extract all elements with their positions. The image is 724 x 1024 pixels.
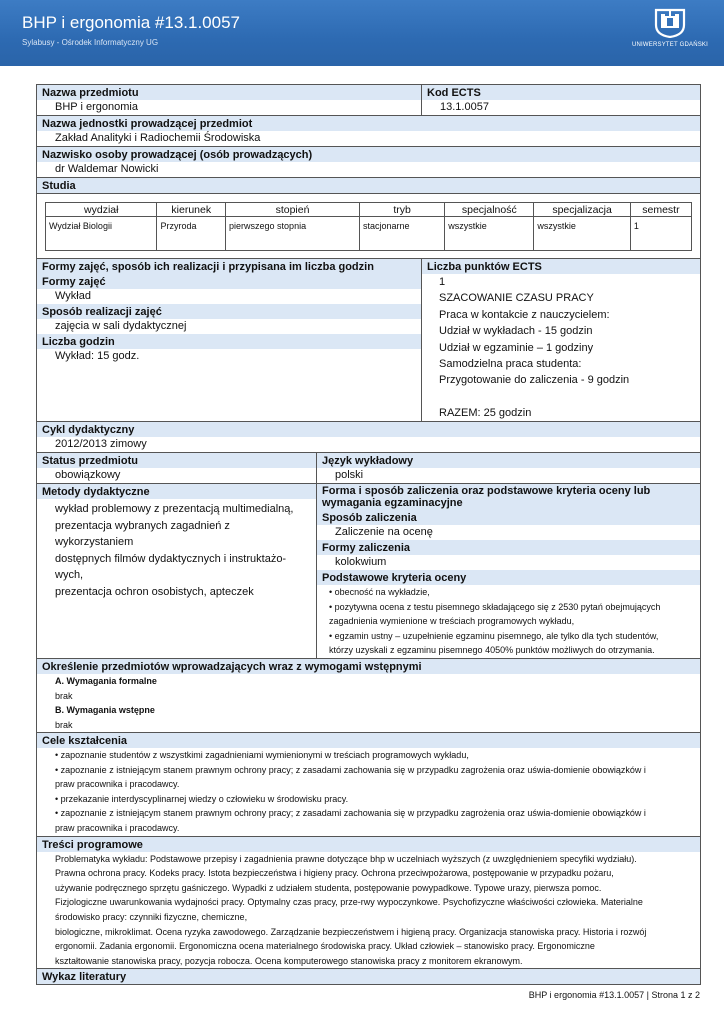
status-value: obowiązkowy — [55, 469, 121, 481]
unit-label: Nazwa jednostki prowadzącej przedmiot — [37, 116, 700, 131]
methods-line: prezentacja ochron osobistych, apteczek — [55, 585, 254, 598]
ects-code-label: Kod ECTS — [422, 85, 700, 100]
language-label: Język wykładowy — [317, 453, 700, 468]
content-line: używanie podręcznego sprzętu gaśniczego. Wypadki z udziałem studenta, postępowanie powypadkowe. Typowe urazy, pierwsza pomoc. — [55, 882, 602, 893]
assessment-forms-label: Formy zaliczenia — [317, 540, 700, 555]
criteria-line: którzy uzyskali z egzaminu pisemnego 4050% punktów możliwych do otrzymania. — [329, 645, 655, 655]
studia-table — [45, 202, 692, 251]
criteria-line: • pozytywna ocena z testu pisemnego składającego się z 2530 pytań obejmujących — [329, 601, 661, 612]
prereq-a-label: A. Wymagania formalne — [55, 676, 157, 686]
status-label: Status przedmiotu — [37, 453, 316, 468]
content-line: Prawna ochrona pracy. Kodeks pracy. Istota bezpieczeństwa i higieny pracy. Ochrona przeciwpożarowa, postępowanie w przypadku pożaru, — [55, 868, 614, 879]
methods-line: dostępnych filmów dydaktycznych i instruktażo-wych, — [55, 552, 287, 581]
content-row — [37, 837, 700, 970]
ects-code: 13.1.0057 — [440, 101, 489, 113]
methods-list — [37, 499, 316, 600]
hours-label: Liczba godzin — [37, 334, 421, 349]
methods-row — [37, 484, 700, 659]
criteria-label: Podstawowe kryteria oceny — [317, 570, 700, 585]
methods-line: prezentacja wybranych zagadnień z wykorzystaniem — [55, 519, 230, 548]
forms-value: Wykład — [55, 290, 91, 302]
content-line: kształtowanie stanowiska pracy, pozycja robocza. Ocena komputerowego stanowiska pracy z monitorem ekranowym. — [55, 955, 523, 966]
ects-line: Przygotowanie do zaliczenia - 9 godzin — [439, 374, 630, 387]
prereq-b-value: brak — [55, 719, 73, 730]
studia-cell: wszystkie — [534, 217, 630, 251]
ects-line: Praca w kontakcie z nauczycielem: — [439, 308, 610, 321]
content-label: Treści programowe — [37, 837, 700, 852]
criteria-line: zagadnienia wymienione w treściach programowych wykładu, — [329, 616, 575, 626]
goals-row — [37, 733, 700, 837]
ects-line: 1 — [439, 276, 446, 288]
prereq-a-value: brak — [55, 690, 73, 701]
forms-label: Formy zajęć — [37, 274, 421, 289]
ects-line: Samodzielna praca studenta: — [439, 358, 582, 371]
goals-label: Cele kształcenia — [37, 733, 700, 748]
content-line: środowisko pracy: czynniki fizyczne, chemiczne, — [55, 911, 248, 922]
goals-list — [37, 748, 700, 836]
assessment-label: Forma i sposób zaliczenia oraz podstawowe kryteria oceny lub wymagania egzaminacyjne — [317, 484, 700, 510]
assessment-mode-value: Zaliczenie na ocenę — [335, 526, 433, 538]
assessment-mode-label: Sposób zaliczenia — [317, 510, 700, 525]
studia-row — [37, 178, 700, 259]
forms-row — [37, 259, 700, 422]
page-subtitle: Sylabusy - Ośrodek Informatyczny UG — [22, 38, 159, 47]
methods-line: wykład problemowy z prezentacją multimedialną, — [55, 503, 294, 515]
studia-cell: pierwszego stopnia — [226, 217, 360, 251]
criteria-line: • obecność na wykładzie, — [329, 587, 430, 597]
course-name-label: Nazwa przedmiotu — [37, 85, 421, 100]
cycle-value: 2012/2013 zimowy — [55, 438, 147, 450]
prereq-row — [37, 659, 700, 733]
language-value: polski — [335, 469, 364, 481]
content-line: biologiczne, mikroklimat. Ocena ryzyka zawodowego. Zarządzanie bezpieczeństwem i higieną pracy. Organizacja stanowiska pracy. Historia i rozwój — [55, 926, 647, 937]
forms-section-label: Formy zajęć, sposób ich realizacji i przypisana im liczba godzin — [37, 259, 421, 274]
studia-cell: stacjonarne — [359, 217, 444, 251]
teacher-label: Nazwisko osoby prowadzącej (osób prowadzących) — [37, 147, 700, 162]
studia-header: wydział — [46, 203, 157, 217]
studia-header: stopień — [226, 203, 360, 217]
studia-cell: 1 — [630, 217, 691, 251]
goals-line: • przekazanie interdyscyplinarnej wiedzy o człowieku w środowisku pracy. — [55, 793, 349, 804]
goals-line: praw pracownika i pracodawcy. — [55, 822, 180, 833]
literature-label: Wykaz literatury — [37, 969, 700, 984]
criteria-line: • egzamin ustny – uzupełnienie egzaminu pisemnego, ale tylko dla tych studentów, — [329, 630, 659, 641]
prereq-b-label: B. Wymagania wstępne — [55, 705, 155, 715]
studia-cell: wszystkie — [445, 217, 534, 251]
goals-line: • zapoznanie z istniejącym stanem prawnym ochrony pracy; z zasadami zachowania się w przypadku zagrożenia oraz uświa-domienie obowiązków i — [55, 808, 646, 819]
assessment-forms-value: kolokwium — [335, 556, 387, 568]
ects-line — [439, 389, 695, 405]
studia-header: kierunek — [157, 203, 226, 217]
studia-header: tryb — [359, 203, 444, 217]
ects-line: RAZEM: 25 godzin — [439, 407, 532, 420]
course-name: BHP i ergonomia — [55, 101, 138, 113]
hours-value: Wykład: 15 godz. — [55, 350, 140, 362]
cycle-row — [37, 422, 700, 453]
ects-line: SZACOWANIE CZASU PRACY — [439, 292, 594, 305]
ects-line: Udział w wykładach - 15 godzin — [439, 325, 593, 338]
ects-points-details — [422, 274, 700, 422]
ects-points-label: Liczba punktów ECTS — [422, 259, 700, 274]
ects-line: Udział w egzaminie – 1 godziny — [439, 341, 594, 354]
content-line: Problematyka wykładu: Podstawowe przepisy i zagadnienia prawne dotyczące bhp w uczelniach wyższych (z uwzględnieniem specyfiki wydziału). — [55, 853, 637, 864]
studia-header: specjalizacja — [534, 203, 630, 217]
page-footer: BHP i ergonomia #13.1.0057 | Strona 1 z 2 — [528, 990, 700, 1000]
university-logo — [626, 6, 714, 52]
content-line: ergonomii. Zadania ergonomii. Ergonomiczna ocena materialnego środowiska pracy. Układ człowiek – stanowisko pracy. Ergonomiczne — [55, 941, 595, 952]
studia-header: semestr — [630, 203, 691, 217]
goals-line: • zapoznanie studentów z wszystkimi zagadnieniami wymienionymi w treściach programowych wykładu, — [55, 750, 469, 760]
unit-value: Zakład Analityki i Radiochemii Środowiska — [55, 132, 261, 144]
literature-row — [37, 969, 700, 985]
studia-label: Studia — [37, 178, 700, 194]
prereq-label: Określenie przedmiotów wprowadzających wraz z wymogami wstępnymi — [37, 659, 700, 674]
studia-cell: Przyroda — [157, 217, 226, 251]
content-text — [37, 852, 700, 969]
status-row — [37, 453, 700, 484]
cycle-label: Cykl dydaktyczny — [37, 422, 700, 437]
content-line: Fizjologiczne uwarunkowania wydajności pracy. Optymalny czas pracy, prze-rwy wypoczynkowe. Psychofizyczne właściwości człowieka. Materialne — [55, 897, 643, 908]
course-name-row — [37, 85, 700, 116]
criteria-list — [317, 585, 700, 658]
teacher-row — [37, 147, 700, 178]
university-name: UNIWERSYTET GDAŃSKI — [631, 42, 709, 48]
studia-header: specjalność — [445, 203, 534, 217]
methods-label: Metody dydaktyczne — [37, 484, 316, 499]
unit-row — [37, 116, 700, 147]
page-title: BHP i ergonomia #13.1.0057 — [22, 13, 241, 32]
university-seal-icon — [653, 7, 687, 38]
syllabus-document — [36, 84, 701, 985]
method-value: zajęcia w sali dydaktycznej — [55, 320, 187, 332]
goals-line: praw pracownika i pracodawcy. — [55, 779, 180, 790]
header-banner — [0, 0, 724, 66]
studia-cell: Wydział Biologii — [46, 217, 157, 251]
method-label: Sposób realizacji zajęć — [37, 304, 421, 319]
teacher-value: dr Waldemar Nowicki — [55, 163, 159, 175]
goals-line: • zapoznanie z istniejącym stanem prawnym ochrony pracy; z zasadami zachowania się w przypadku zagrożenia oraz uświa-domienie obowiązków i — [55, 764, 646, 775]
